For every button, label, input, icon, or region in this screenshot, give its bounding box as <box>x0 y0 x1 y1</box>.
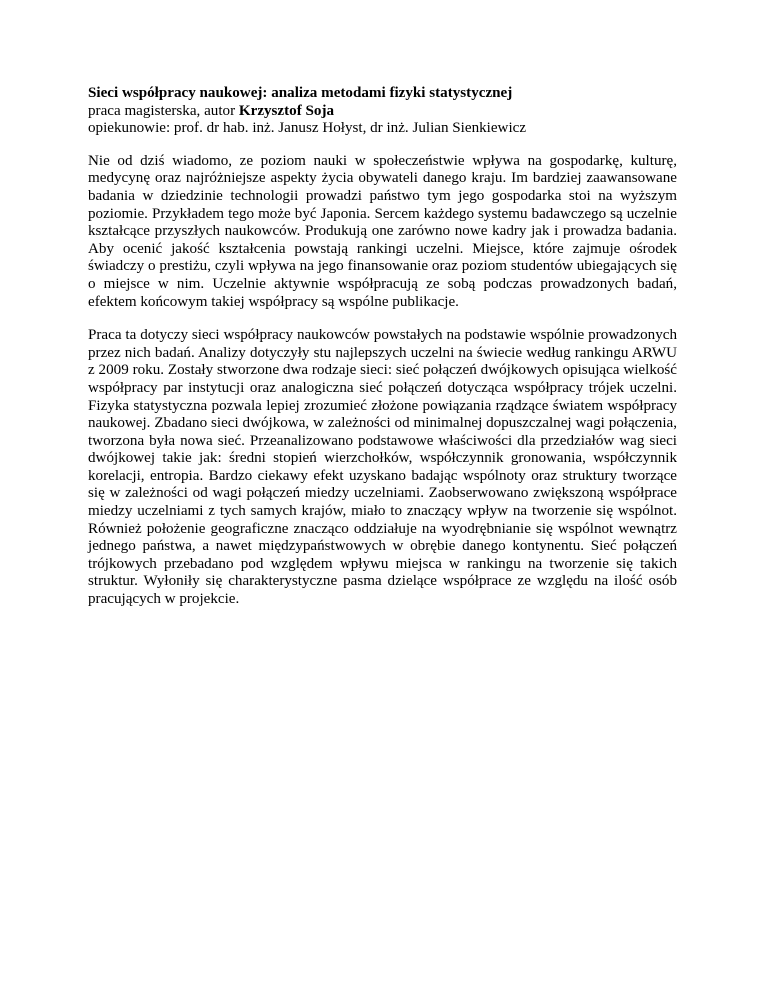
body-paragraph-1: Nie od dziś wiadomo, ze poziom nauki w społeczeństwie wpływa na gospodarkę, kulturę, medycynę oraz najróżniejsze aspekty życia obywateli danego kraju. Im bardziej zaawansowane badania w dziedzinie technologii prowadzi państwo tym jego gospodarka stoi na wyższym poziomie. Przykładem tego może być Japonia. Sercem każdego systemu badawczego są uczelnie kształcące przyszłych naukowców. Produkują one zarówno nowe kadry jak i prowadza badania. Aby ocenić jakość kształcenia powstają rankingi uczelni. Miejsce, które zajmuje ośrodek świadczy o prestiżu, czyli wpływa na jego finansowanie oraz poziom studentów ubiegających się o miejsce w nim. Uczelnie aktywnie współpracują ze sobą podczas prowadzonych badań, efektem końcowym takiej współpracy są wspólne publikacje. <box>88 152 677 310</box>
document-header <box>88 85 677 138</box>
supervisors-line: opiekunowie: prof. dr hab. inż. Janusz Hołyst, dr inż. Julian Sienkiewicz <box>88 120 527 137</box>
thesis-type: praca magisterska, autor <box>88 102 239 119</box>
document-page <box>88 85 677 609</box>
thesis-type-line <box>88 103 677 121</box>
body-paragraph-2: Praca ta dotyczy sieci współpracy naukowców powstałych na podstawie wspólnie prowadzonych przez nich badań. Analizy dotyczyły stu najlepszych uczelni na świecie według rankingu ARWU z 2009 roku. Zostały stworzone dwa rodzaje sieci: sieć połączeń dwójkowych opisująca wielkość współpracy par instytucji oraz analogiczna sieć połączeń dotycząca współpracy trójek uczelni. Fizyka statystyczna pozwala lepiej zrozumieć złożone powiązania rządzące światem współpracy naukowej. Zbadano sieci dwójkowa, w zależności od minimalnej dopuszczalnej wagi połączenia, tworzona była nowa sieć. Przeanalizowano podstawowe właściwości dla przedziałów wag sieci dwójkowej takie jak: średni stopień wierzchołków, współczynnik gronowania, współczynnik korelacji, entropia. Bardzo ciekawy efekt uzyskano badając wspólnoty oraz struktury tworzące się w zależności od wagi połączeń miedzy uczelniami. Zaobserwowano zwiększoną współprace miedzy uczelniami z tych samych krajów, miało to znaczący wpływ na tworzenie się wspólnot. Również położenie geograficzne znacząco oddziałuje na wyodrębnianie się wspólnot wewnątrz jednego państwa, a nawet międzypaństwowych w obrębie danego kontynentu. Sieć połączeń trójkowych przebadano pod względem wpływu miejsca w rankingu na tworzenie się takich struktur. Wyłoniły się charakterystyczne pasma dzielące współprace ze względu na ilość osób pracujących w projekcie. <box>88 327 677 608</box>
author-name: Krzysztof Soja <box>238 102 335 119</box>
thesis-title: Sieci współpracy naukowej: analiza metodami fizyki statystycznej <box>88 85 513 101</box>
